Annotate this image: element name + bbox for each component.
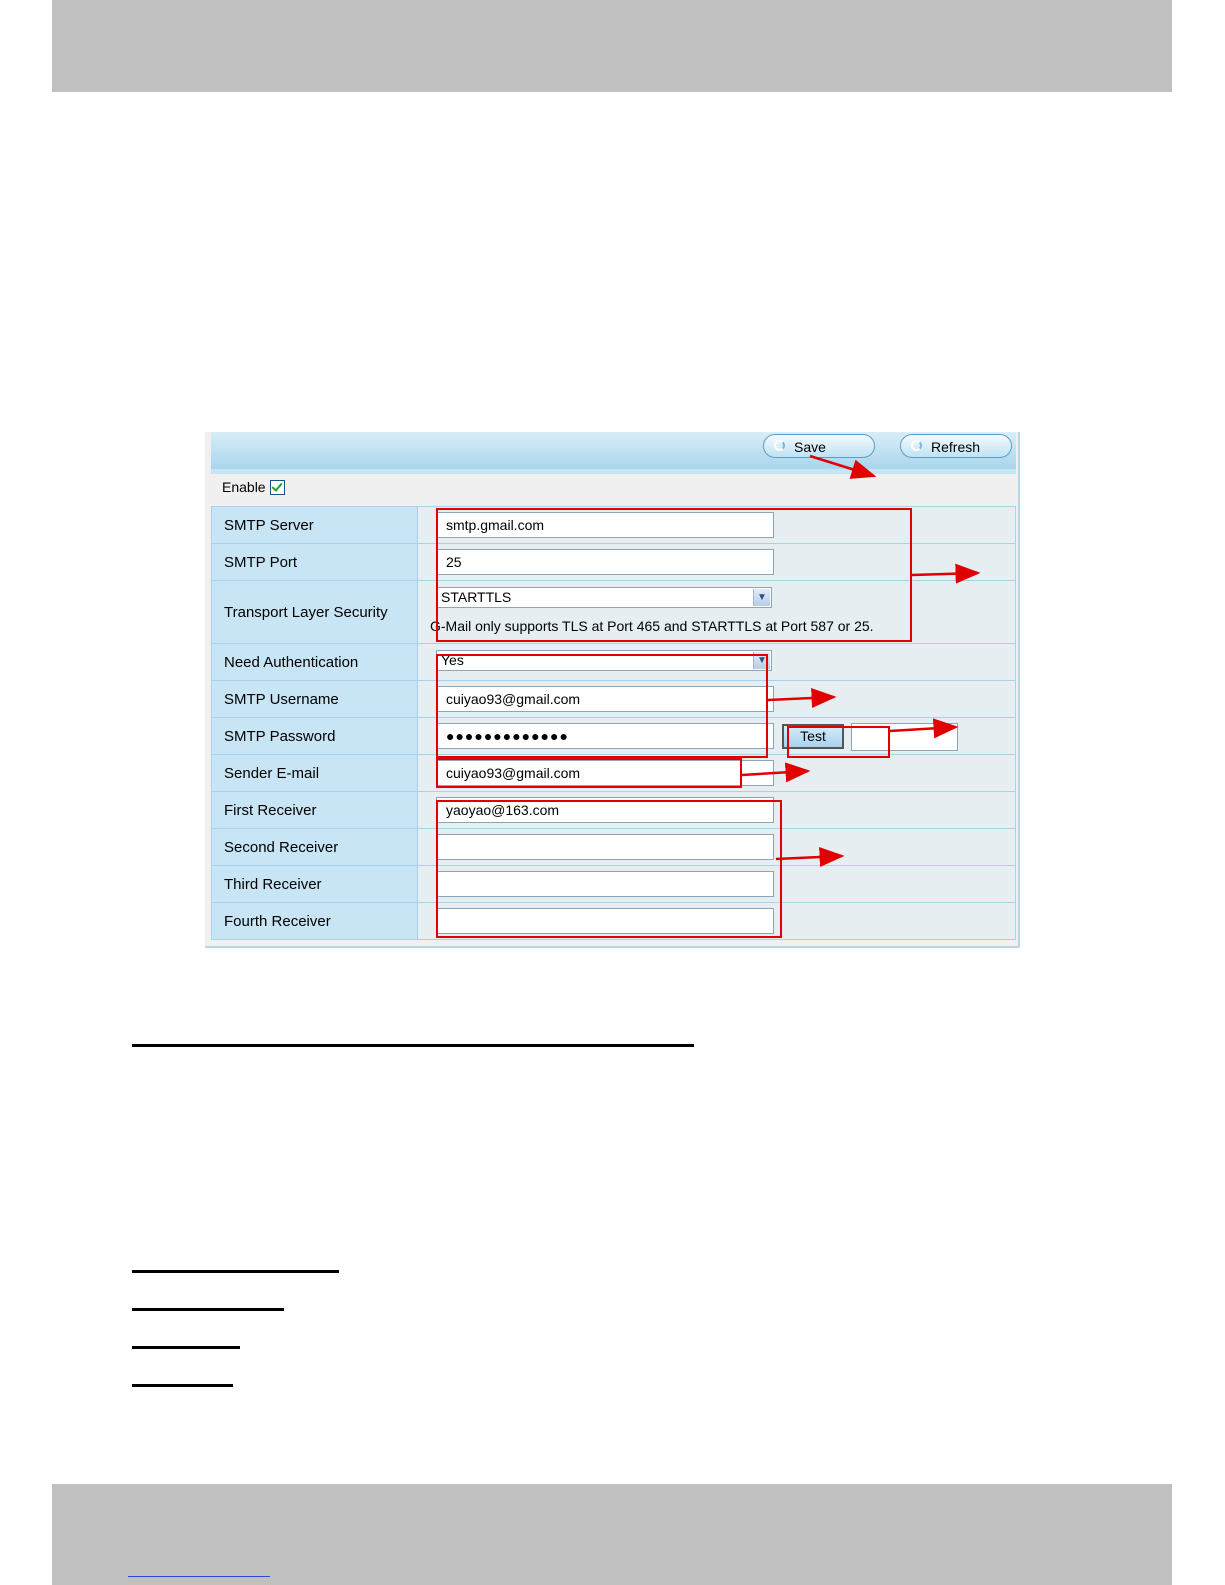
arrow-server [912,573,978,575]
smtp-server-input[interactable]: smtp.gmail.com [436,512,774,538]
tls-selected-value: STARTTLS [441,589,512,605]
field-label: Second Receiver [212,829,418,866]
refresh-label: Refresh [931,439,981,455]
field-label: Third Receiver [212,866,418,903]
arrow-save [810,456,874,476]
list-underline-1 [132,1270,339,1273]
field-label: Fourth Receiver [212,903,418,940]
chevron-down-icon[interactable]: ▼ [753,589,770,606]
smtp-port-input[interactable]: 25 [436,549,774,575]
arrow-receivers [776,856,842,859]
arrow-test [890,727,956,731]
need-auth-selected-value: Yes [441,652,464,668]
save-label: Save [794,439,826,455]
field-label: Transport Layer Security [212,581,418,644]
first-receiver-input[interactable]: yaoyao@163.com [436,797,774,823]
field-label: Need Authentication [212,644,418,681]
field-label: SMTP Server [212,507,418,544]
sender-email-input[interactable]: cuiyao93@gmail.com [436,760,774,786]
field-label: First Receiver [212,792,418,829]
list-underline-2 [132,1308,284,1311]
tls-note: G-Mail only supports TLS at Port 465 and STARTTLS at Port 587 or 25. [430,618,874,634]
heading-underline [132,1044,694,1047]
smtp-username-input[interactable]: cuiyao93@gmail.com [436,686,774,712]
arrow-auth [768,697,834,700]
field-label: SMTP Port [212,544,418,581]
enable-label: Enable [222,479,266,495]
list-underline-3 [132,1346,240,1349]
footer-link[interactable] [128,1563,270,1577]
test-button[interactable]: Test [782,724,844,749]
arrow-sender [742,771,808,775]
list-underline-4 [132,1384,233,1387]
chevron-down-icon[interactable]: ▼ [753,652,770,669]
field-label: SMTP Username [212,681,418,718]
field-label: Sender E-mail [212,755,418,792]
smtp-password-input[interactable]: ●●●●●●●●●●●●● [436,723,774,749]
field-label: SMTP Password [212,718,418,755]
